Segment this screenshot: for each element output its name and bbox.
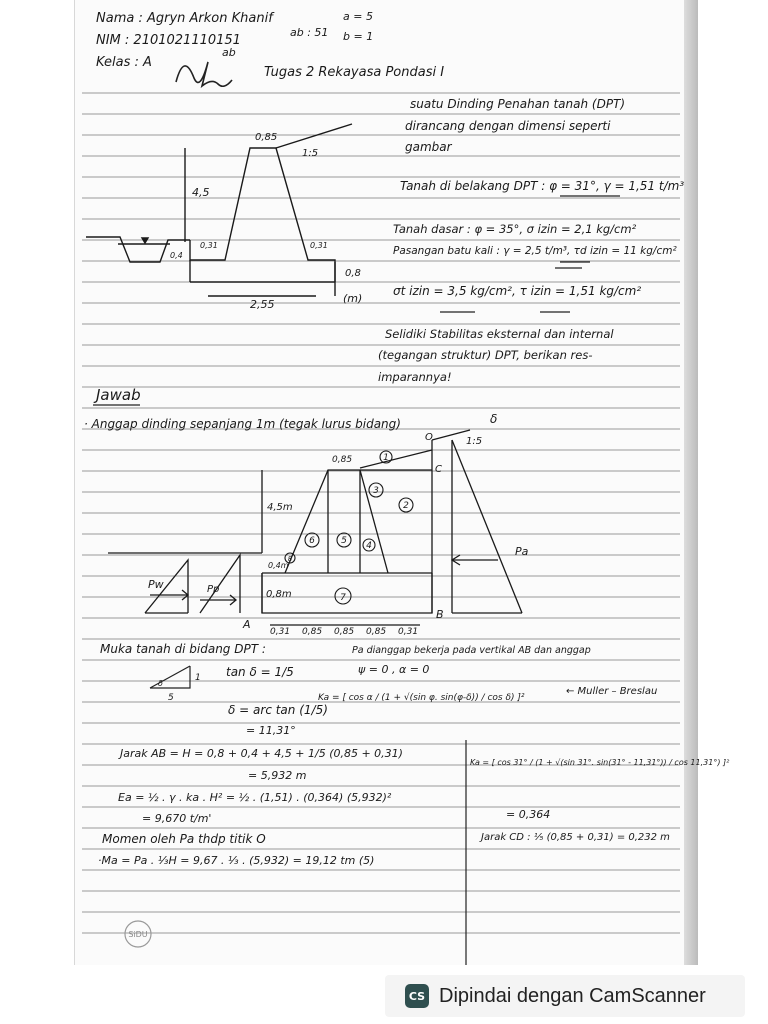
problem-line-1: suatu Dinding Penahan tanah (DPT) bbox=[410, 97, 626, 111]
point-B: B bbox=[436, 608, 444, 621]
region-3-label: 3 bbox=[373, 486, 379, 496]
point-O: O bbox=[425, 432, 433, 443]
problem-soil-back: Tanah di belakang DPT : φ = 31°, γ = 1,51 t/m³ bbox=[400, 179, 685, 193]
student-nim: NIM : 2101021110151 bbox=[96, 33, 241, 48]
fig2-h2: 0,4m bbox=[268, 561, 289, 570]
ruled-lines bbox=[82, 93, 680, 933]
fig1-top-width: 0,85 bbox=[255, 132, 278, 143]
answer-assumption: · Anggap dinding sepanjang 1m (tegak lurus bidang) bbox=[84, 417, 401, 431]
b-value: b = 1 bbox=[343, 30, 374, 43]
student-name: Nama : Agryn Arkon Khanif bbox=[96, 11, 273, 26]
fig1-width: 2,55 bbox=[250, 298, 275, 311]
answer-heading: Jawab bbox=[96, 386, 141, 404]
calc-jarak-ab-value: = 5,932 m bbox=[248, 769, 307, 782]
pp-label: Pp bbox=[207, 584, 220, 595]
calc-ka-substituted: Ka = [ cos 31° / (1 + √(sin 31°. sin(31° - 11,31°)) / cos 11,31°) ]² bbox=[470, 758, 730, 767]
fig2-base: 0,8m bbox=[266, 589, 292, 600]
problem-masonry: Pasangan batu kali : γ = 2,5 t/m³, τd izin = 11 kg/cm² bbox=[393, 245, 677, 257]
camscanner-badge bbox=[385, 975, 745, 1017]
ab-value: ab : 51 bbox=[290, 26, 329, 39]
calc-jarak-cd: Jarak CD : ⅕ (0,85 + 0,31) = 0,232 m bbox=[481, 832, 670, 843]
fig2-b1: 0,31 bbox=[270, 627, 291, 637]
problem-soil-base: Tanah dasar : φ = 35°, σ izin = 2,1 kg/cm² bbox=[393, 222, 637, 236]
delta-symbol: δ bbox=[490, 412, 498, 426]
ab-small: ab bbox=[222, 46, 236, 59]
fig1-height: 4,5 bbox=[192, 186, 210, 199]
calc-ka-value: = 0,364 bbox=[506, 808, 551, 821]
calc-jarak-ab: Jarak AB = H = 0,8 + 0,4 + 4,5 + 1/5 (0,85 + 0,31) bbox=[120, 747, 403, 760]
problem-stress: σt izin = 3,5 kg/cm², τ izin = 1,51 kg/cm² bbox=[393, 284, 642, 298]
point-A: A bbox=[243, 618, 251, 631]
pw-label: Pw bbox=[148, 578, 164, 591]
region-4-label: 4 bbox=[366, 541, 372, 551]
fig1-base-height: 0,8 bbox=[345, 268, 361, 279]
calc-ea: Ea = ½ . γ . ka . H² = ½ . (1,51) . (0,364) (5,932)² bbox=[118, 791, 392, 804]
calc-tan: tan δ = 1/5 bbox=[226, 665, 294, 679]
student-class: Kelas : A bbox=[96, 55, 152, 70]
fig1-slope: 1:5 bbox=[302, 148, 319, 159]
region-8-label: 8 bbox=[287, 555, 293, 563]
problem-line-3: gambar bbox=[405, 140, 452, 154]
fig2-b2: 0,85 bbox=[302, 627, 323, 637]
calc-ka-formula: Ka = [ cos α / (1 + √(sin φ. sin(φ-δ)) / cos δ) ]² bbox=[318, 693, 525, 703]
assignment-title: Tugas 2 Rekayasa Pondasi I bbox=[264, 65, 445, 80]
fig1-toe-right: 0,31 bbox=[310, 241, 328, 250]
fig2-b4: 0,85 bbox=[366, 627, 387, 637]
signature bbox=[176, 62, 232, 86]
fig2-b3: 0,85 bbox=[334, 627, 355, 637]
triangle-1: 1 bbox=[195, 673, 201, 683]
calc-ma: ·Ma = Pa . ⅓H = 9,67 . ⅓ . (5,932) = 19,12 tm (5) bbox=[98, 854, 375, 867]
region-7-label: 7 bbox=[340, 593, 346, 603]
fig2-b5: 0,31 bbox=[398, 627, 419, 637]
problem-task-1: Selidiki Stabilitas eksternal dan internal bbox=[385, 327, 614, 341]
calc-surface: Muka tanah di bidang DPT : bbox=[100, 642, 266, 656]
fig1-unit: (m) bbox=[343, 292, 363, 305]
problem-line-2: dirancang dengan dimensi seperti bbox=[405, 119, 611, 133]
a-value: a = 5 bbox=[343, 10, 373, 23]
triangle-5: 5 bbox=[168, 693, 174, 703]
calc-delta-value: = 11,31° bbox=[246, 724, 296, 737]
fig2-slope: 1:5 bbox=[466, 436, 483, 447]
camscanner-text: Dipindai dengan CamScanner bbox=[439, 984, 706, 1007]
fig1-h2: 0,4 bbox=[170, 251, 183, 260]
pa-label: Pa bbox=[515, 545, 529, 558]
problem-task-2: (tegangan struktur) DPT, berikan res- bbox=[378, 348, 593, 362]
sidu-stamp-text: SiDU bbox=[128, 930, 148, 939]
fig2-top: 0,85 bbox=[332, 455, 353, 465]
calc-pa-assume: Pa dianggap bekerja pada vertikal AB dan anggap bbox=[352, 645, 591, 656]
region-1-label: 1 bbox=[383, 453, 389, 463]
region-2-label: 2 bbox=[403, 501, 409, 511]
region-6-label: 6 bbox=[309, 536, 315, 546]
calc-ea-value: = 9,670 t/m' bbox=[142, 812, 212, 825]
point-C: C bbox=[435, 464, 442, 475]
camscanner-icon: CS bbox=[405, 984, 429, 1008]
triangle-delta: δ bbox=[158, 679, 163, 688]
region-5-label: 5 bbox=[341, 536, 347, 546]
calc-momen: Momen oleh Pa thdp titik O bbox=[102, 832, 266, 846]
calc-muller: ← Muller – Breslau bbox=[566, 686, 658, 697]
fig1-toe-left: 0,31 bbox=[200, 241, 218, 250]
calc-delta: δ = arc tan (1/5) bbox=[228, 703, 328, 717]
calc-phi0: ψ = 0 , α = 0 bbox=[358, 663, 430, 676]
problem-task-3: imparannya! bbox=[378, 370, 452, 384]
fig2-height: 4,5m bbox=[267, 502, 293, 513]
wall-figure-2 bbox=[108, 430, 522, 625]
